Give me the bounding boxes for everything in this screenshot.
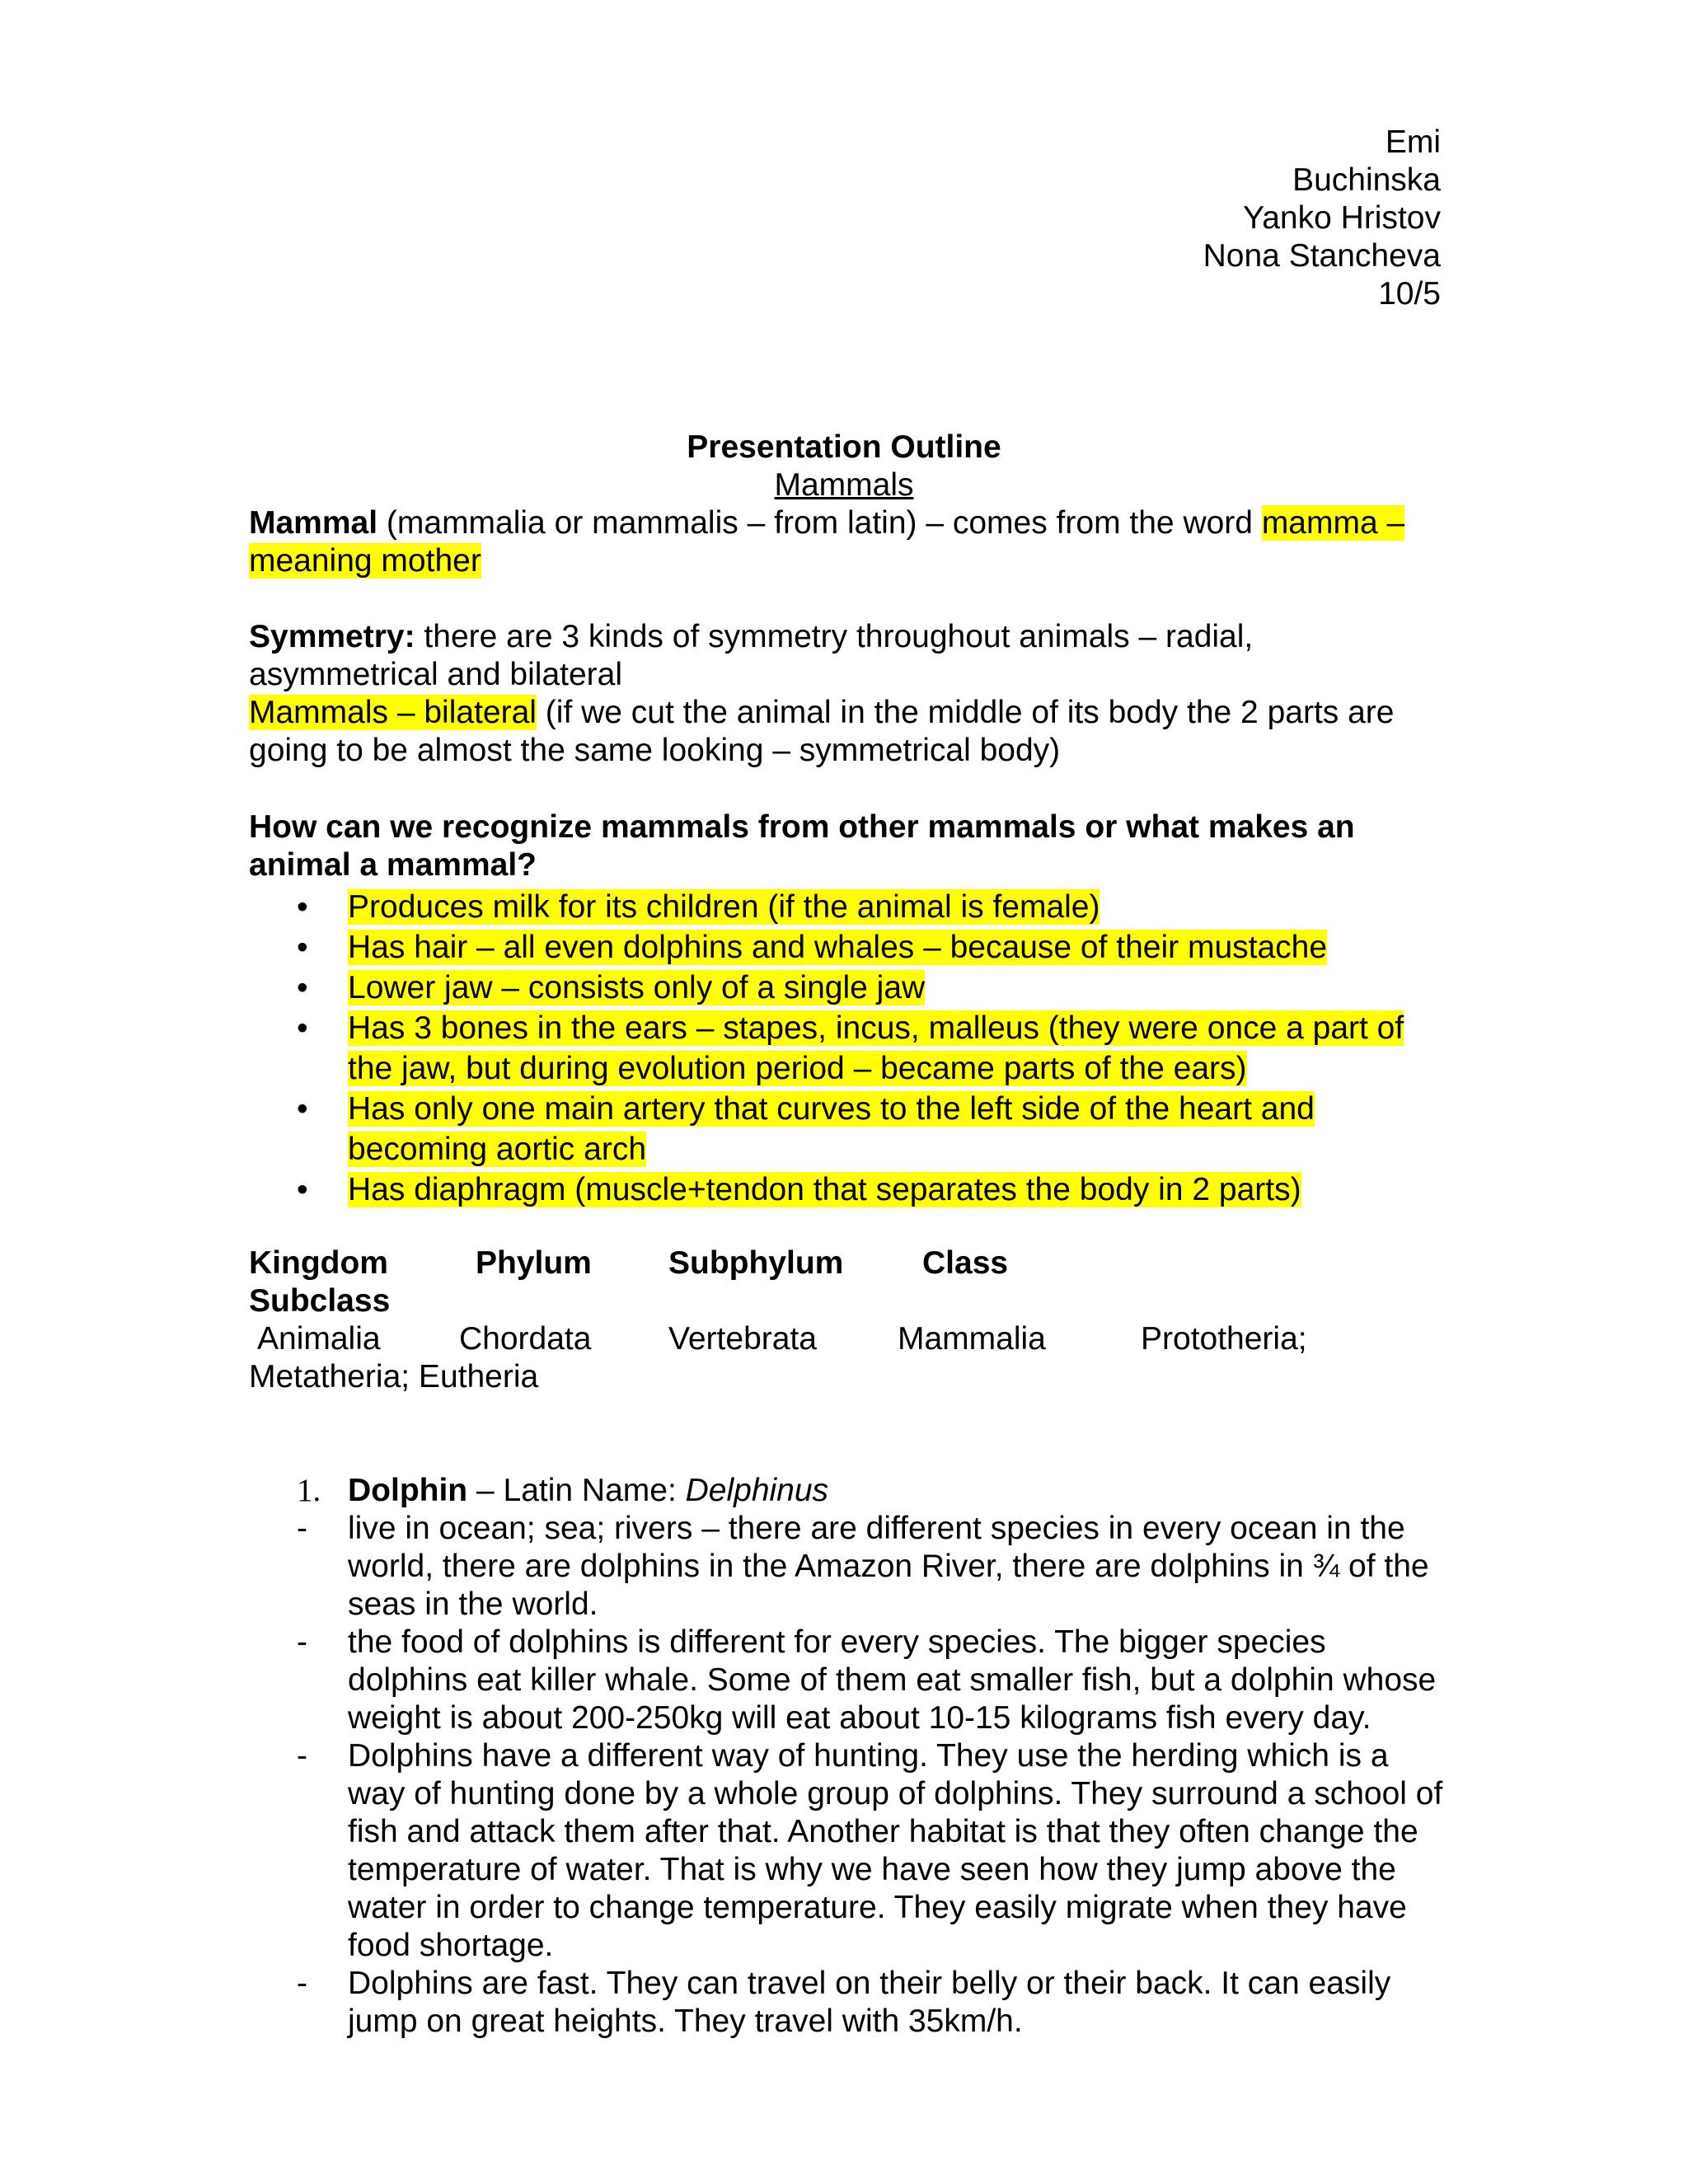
taxonomy-header: Kingdom xyxy=(249,1245,388,1281)
list-item-text: Has hair – all even dolphins and whales – because of their mustache xyxy=(348,930,1328,965)
taxonomy-value: Prototheria; xyxy=(1141,1321,1307,1357)
taxonomy-value: Mammalia xyxy=(898,1321,1046,1357)
list-item xyxy=(249,1008,1444,1089)
taxonomy-header: Subphylum xyxy=(668,1245,844,1281)
list-item-text: the food of dolphins is different for every species. The bigger species dolphins eat killer whale. Some of them eat smaller fish, but a dolphin whose weight is about 200-250kg will eat about 10-15 kilograms fish every day. xyxy=(348,1624,1437,1736)
taxonomy-value-row xyxy=(249,1358,1485,1396)
date-line: 10/5 xyxy=(1378,276,1441,312)
list-item xyxy=(249,887,1444,927)
list-item-text: Has only one main artery that curves to the left side of the heart and becoming aortic arch xyxy=(348,1091,1315,1167)
bullet-icon: • xyxy=(297,1010,308,1046)
mammal-term: Mammal xyxy=(249,505,378,541)
dash-marker: - xyxy=(297,1966,307,2001)
dolphin-name: Dolphin xyxy=(348,1473,468,1508)
list-item-text: Lower jaw – consists only of a single jaw xyxy=(348,970,926,1005)
dash-marker: - xyxy=(297,1511,307,1546)
taxonomy-value-row xyxy=(249,1320,1485,1358)
author-line: Yanko Hristov xyxy=(1243,200,1441,236)
taxonomy-header-row xyxy=(249,1244,1485,1282)
symmetry-highlight: Mammals – bilateral xyxy=(249,695,537,730)
mammal-traits-list xyxy=(249,887,1444,1210)
taxonomy-value: Metatheria; Eutheria xyxy=(249,1359,539,1394)
bullet-icon: • xyxy=(297,1172,308,1207)
bullet-icon: • xyxy=(297,1091,308,1127)
list-item-text: Produces milk for its children (if the animal is female) xyxy=(348,889,1100,925)
list-item xyxy=(249,1737,1452,1965)
list-item xyxy=(249,1510,1452,1624)
symmetry-term: Symmetry: xyxy=(249,619,415,654)
author-line: Nona Stancheva xyxy=(1203,238,1441,274)
list-item-text: Dolphins have a different way of hunting. They use the herding which is a way of hunting done by a whole group of dolphins. They surround a school of fish and attack them after that. Another habitat is that they often change the temperature of water. That is why we have seen how they jump above the water in order to change temperature. They easily migrate when they have food shortage. xyxy=(348,1738,1443,1963)
list-item-text: live in ocean; sea; rivers – there are different species in every ocean in the world, there are dolphins in the Amazon River, there are dolphins in ¾ of the seas in the world. xyxy=(348,1511,1429,1622)
mammal-highlight: mamma – meaning mother xyxy=(249,505,1405,579)
dash-marker: - xyxy=(297,1624,307,1660)
document-subtitle: Mammals xyxy=(774,467,914,503)
author-line: Emi xyxy=(1385,124,1441,160)
taxonomy-value: Animalia xyxy=(257,1321,381,1357)
list-item-text: Has diaphragm (muscle+tendon that separates the body in 2 parts) xyxy=(348,1172,1301,1207)
list-item xyxy=(249,1169,1444,1210)
taxonomy-header-row xyxy=(249,1282,1485,1320)
dolphin-latin-name: Delphinus xyxy=(685,1473,829,1508)
recognize-question: How can we recognize mammals from other mammals or what makes an animal a mammal? xyxy=(249,809,1355,883)
symmetry-paragraph xyxy=(249,618,1444,770)
document-title: Presentation Outline xyxy=(687,429,1001,465)
author-block xyxy=(946,124,1441,313)
symmetry-text: there are 3 kinds of symmetry throughout animals – radial, asymmetrical and bilateral xyxy=(249,619,1254,692)
mammal-text: (mammalia or mammalis – from latin) – comes from the word xyxy=(377,505,1262,541)
dolphin-facts-list xyxy=(249,1510,1452,2041)
mammal-definition xyxy=(249,504,1444,580)
dolphin-latin-label: – Latin Name: xyxy=(467,1473,686,1508)
bullet-icon: • xyxy=(297,889,308,925)
list-item xyxy=(249,1624,1452,1737)
taxonomy-header: Phylum xyxy=(476,1245,592,1281)
list-item xyxy=(249,1089,1444,1169)
list-number: 1. xyxy=(297,1473,321,1508)
taxonomy-header: Class xyxy=(922,1245,1009,1281)
taxonomy-value: Vertebrata xyxy=(668,1321,817,1357)
dash-marker: - xyxy=(297,1738,307,1774)
list-item-text: Dolphins are fast. They can travel on their belly or their back. It can easily jump on great heights. They travel with 35km/h. xyxy=(348,1966,1391,2039)
author-line: Buchinska xyxy=(1292,162,1441,198)
list-item xyxy=(249,1965,1452,2041)
bullet-icon: • xyxy=(297,970,308,1005)
list-item xyxy=(249,927,1444,968)
list-item xyxy=(249,968,1444,1008)
taxonomy-header: Subclass xyxy=(249,1283,391,1319)
taxonomy-value: Chordata xyxy=(459,1321,592,1357)
bullet-icon: • xyxy=(297,930,308,965)
list-item-text: Has 3 bones in the ears – stapes, incus, malleus (they were once a part of the jaw, but during evolution period – became parts of the ears) xyxy=(348,1010,1404,1086)
symmetry-explanation: (if we cut the animal in the middle of its body the 2 parts are going to be almost the same looking – symmetrical body) xyxy=(249,695,1395,768)
